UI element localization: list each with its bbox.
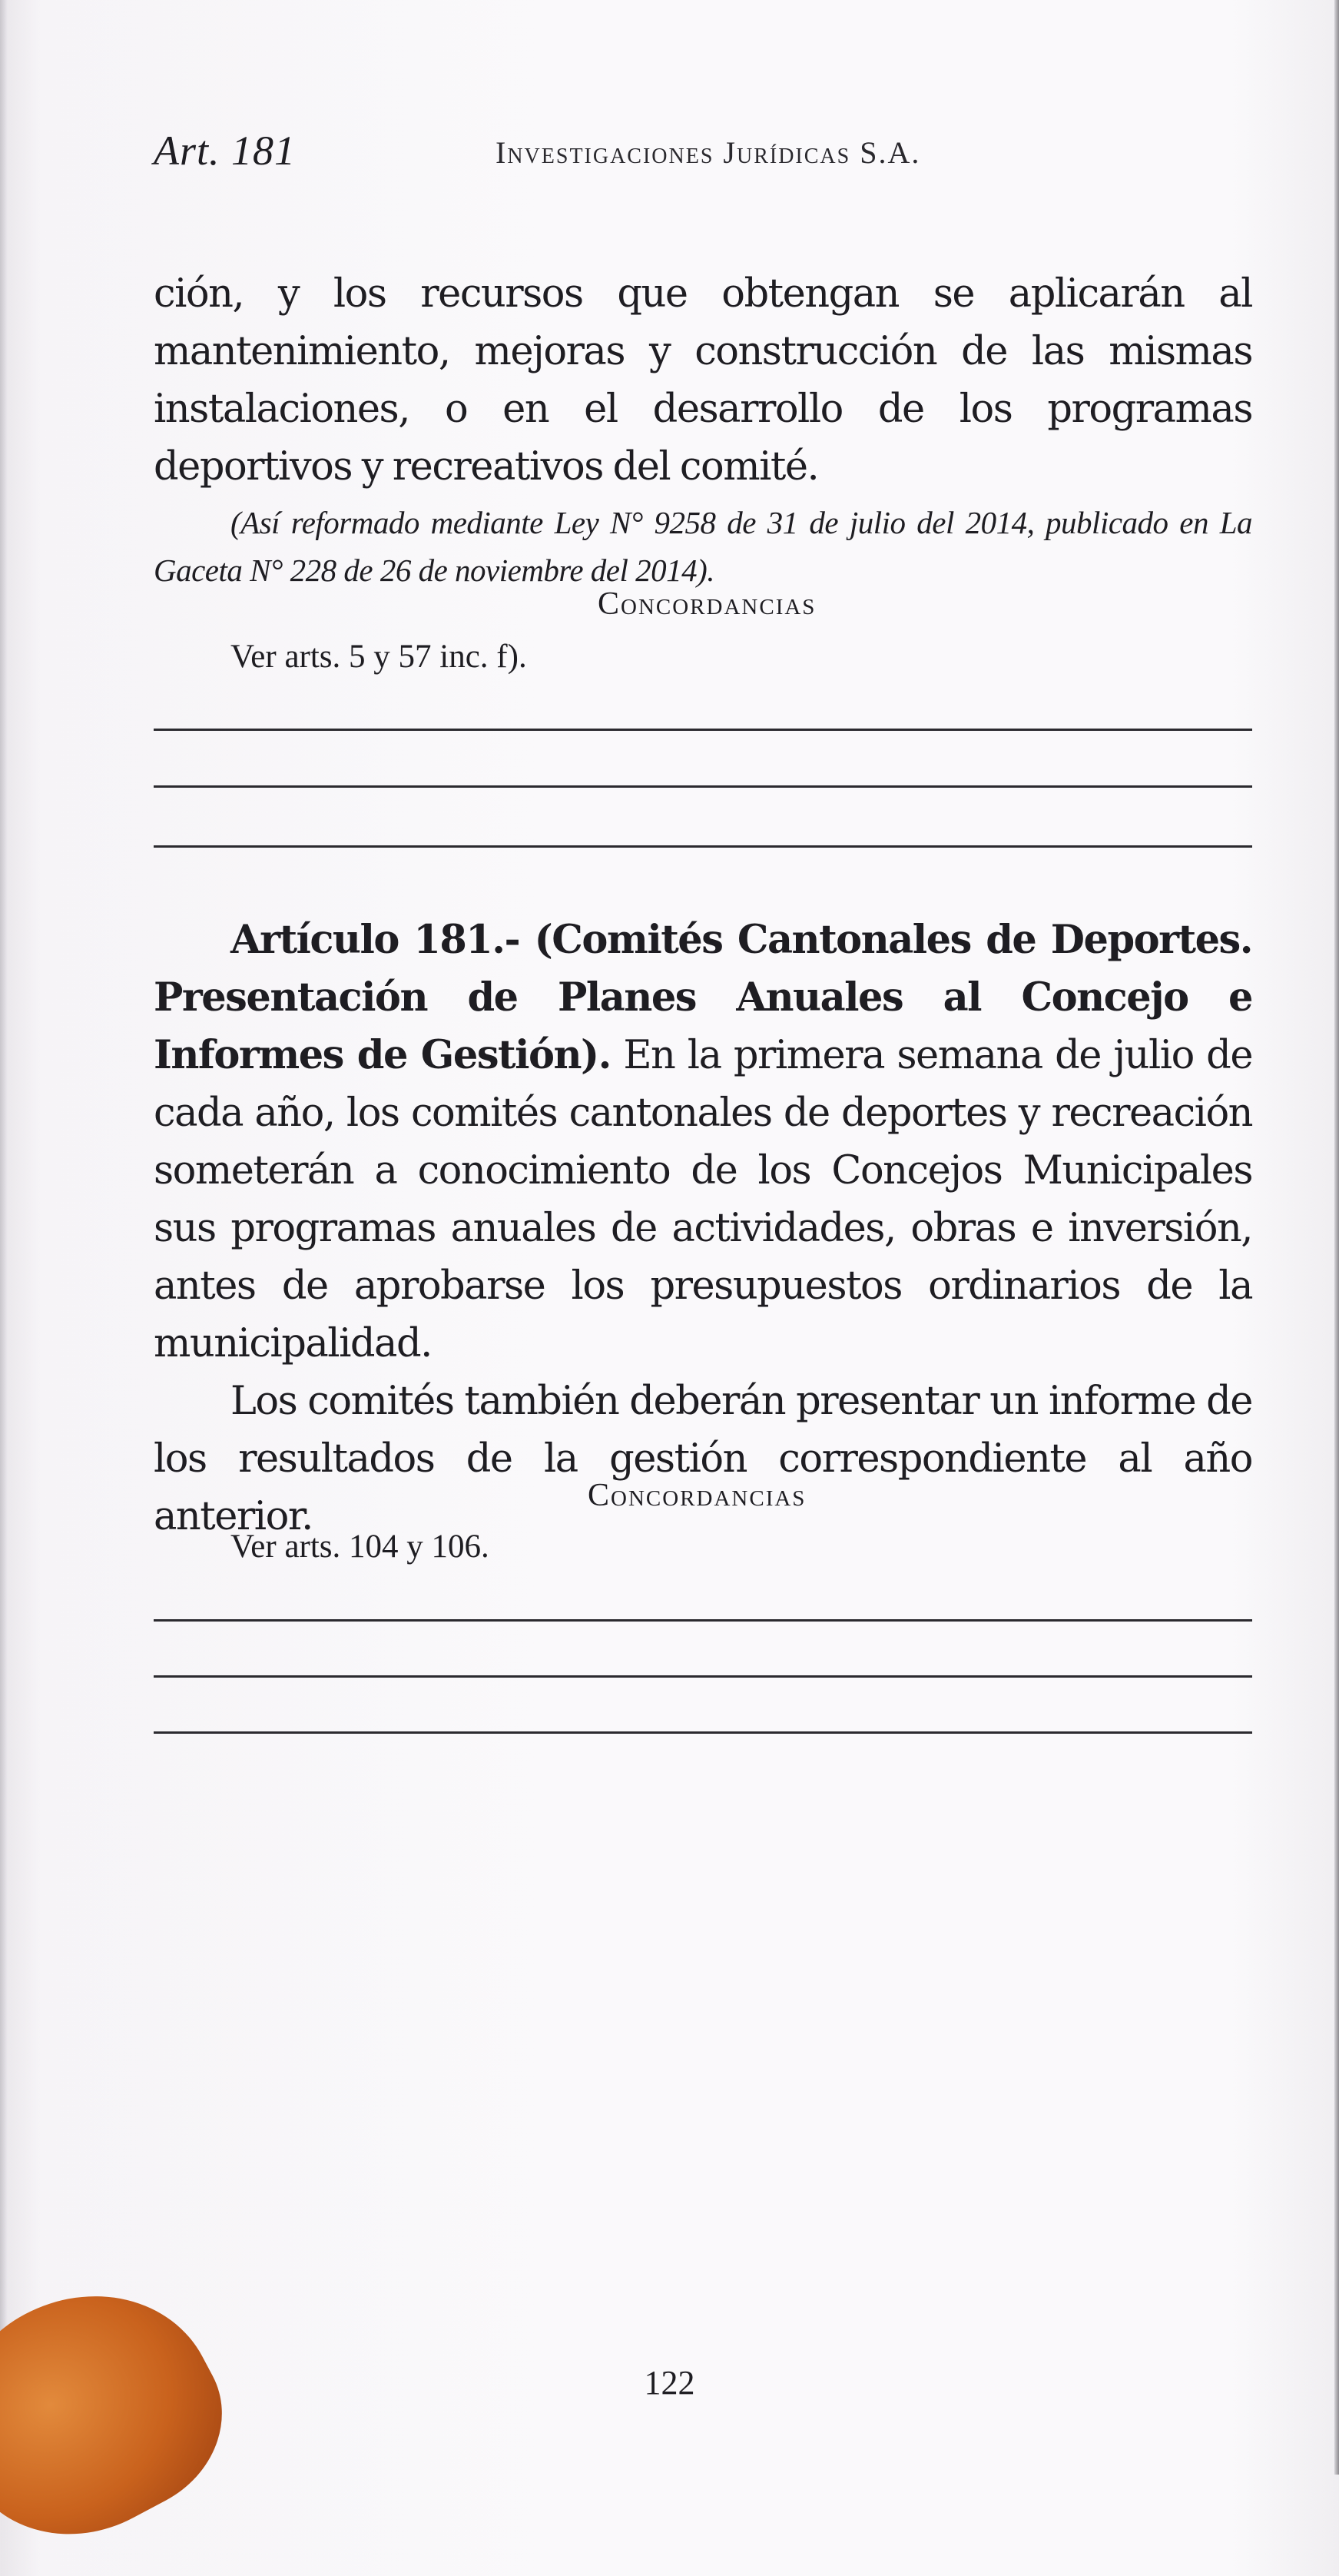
continuation-paragraph: ción, y los recursos que obtengan se aplicarán al mantenimiento, mejoras y construcción de las mismas instalaciones, o en el desarrollo de los programas deportivos y recreativos del comité. [154, 271, 1252, 490]
annotation-line [154, 785, 1252, 788]
reform-note: (Así reformado mediante Ley N° 9258 de 31 de julio del 2014, publicado en La Gaceta N° 228 de 26 de noviembre del 2014). [154, 505, 1252, 588]
concordance-refs: Ver arts. 5 y 57 inc. f). [230, 639, 527, 675]
running-head: Investigaciones Jurídicas S.A. [495, 135, 921, 170]
article-paragraph-2: Los comités también deberán presentar un informe de los resultados de la gestión correspondiente al año anterior. [154, 1379, 1252, 1539]
article-body: En la primera semana de julio de cada año, los comités cantonales de deportes y recreación someterán a conocimiento de los Concejos Municipales sus programas anuales de actividades, obras e inversión, antes de aprobarse los presupuestos ordinarios de la municipalidad. [154, 1033, 1252, 1366]
concordance-refs: Ver arts. 104 y 106. [230, 1529, 489, 1565]
continuation-section [154, 265, 1252, 594]
page-edge [1334, 0, 1339, 2475]
page-header [154, 127, 1252, 188]
page-number: 122 [644, 2364, 695, 2402]
article-reference: Art. 181 [154, 128, 297, 174]
article-heading: Artículo 181.- (Comités Cantonales de Deportes. Presentación de Planes Anuales al Concejo e Informes de Gestión). [154, 917, 1252, 1078]
annotation-line [154, 1675, 1252, 1678]
article-paragraph [154, 911, 1252, 1373]
annotation-line [154, 845, 1252, 848]
concordance-title: Concordancias [588, 1478, 807, 1513]
page-gutter [0, 0, 8, 2475]
annotation-line [154, 1619, 1252, 1622]
article-181 [154, 911, 1252, 1545]
finger-photo-artifact [0, 2250, 254, 2576]
annotation-line [154, 1731, 1252, 1734]
concordance-title: Concordancias [598, 586, 817, 622]
annotation-line [154, 729, 1252, 731]
